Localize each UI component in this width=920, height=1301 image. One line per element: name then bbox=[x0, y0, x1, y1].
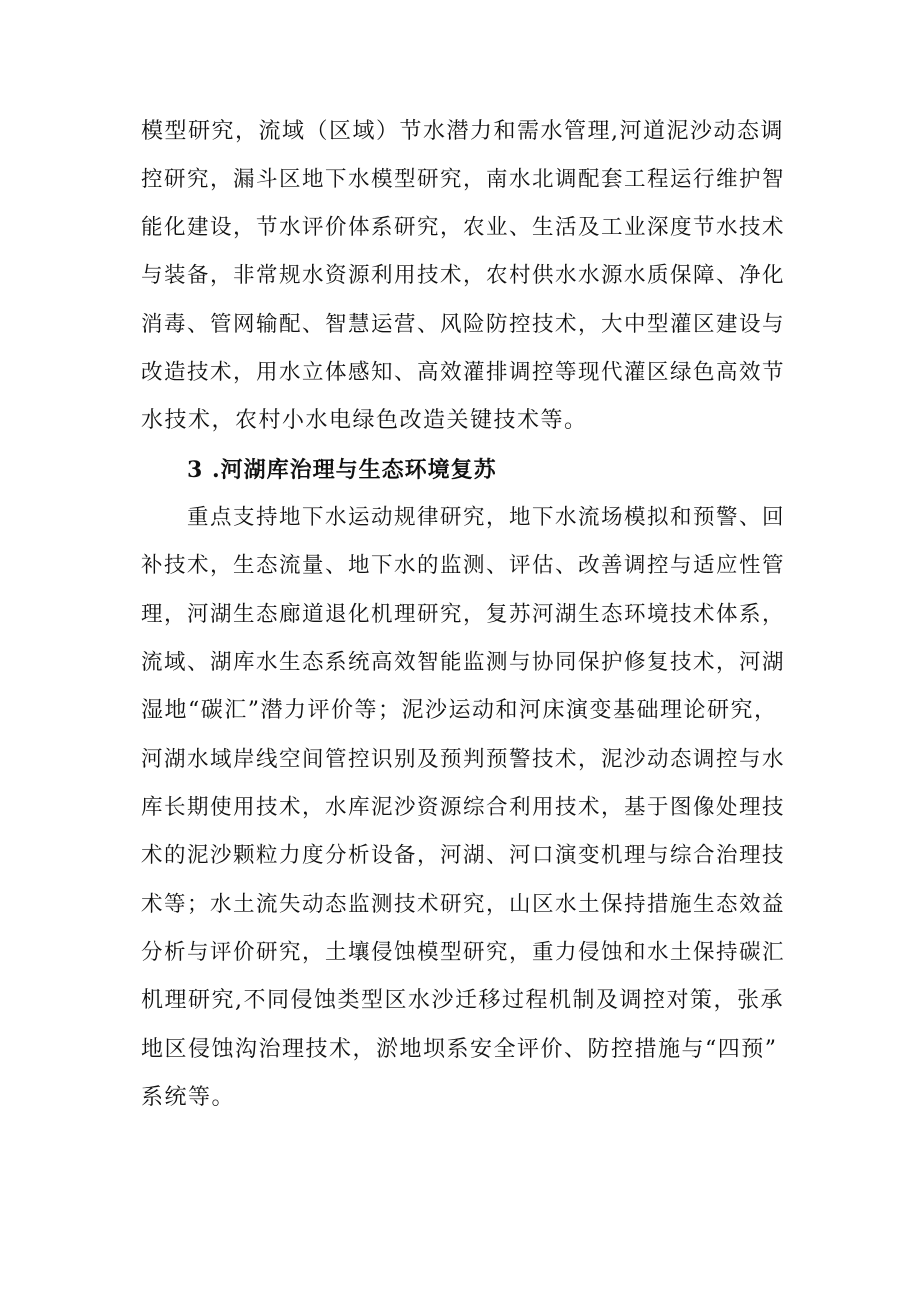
text-line: 流域、湖库水生态系统高效智能监测与协同保护修复技术，河湖 bbox=[141, 650, 786, 675]
text-line: 术等；水土流失动态监测技术研究，山区水土保持措施生态效益 bbox=[141, 892, 786, 917]
text-line: 与装备，非常规水资源利用技术，农村供水水源水质保障、净化 bbox=[141, 263, 786, 288]
text-line: 机理研究,不同侵蚀类型区水沙迁移过程机制及调控对策，张承 bbox=[141, 988, 784, 1013]
text-line: 系统等。 bbox=[141, 1085, 236, 1110]
text-line: 重点支持地下水运动规律研究，地下水流场模拟和预警、回 bbox=[187, 505, 786, 530]
text-line: 理，河湖生态廊道退化机理研究，复苏河湖生态环境技术体系， bbox=[141, 602, 786, 627]
text-line: 改造技术，用水立体感知、高效灌排调控等现代灌区绿色高效节 bbox=[141, 360, 786, 385]
text-line: 术的泥沙颗粒力度分析设备，河湖、河口演变机理与综合治理技 bbox=[141, 843, 786, 868]
text-line: 补技术，生态流量、地下水的监测、评估、改善调控与适应性管 bbox=[141, 553, 786, 578]
section-heading: 3 .河湖库治理与生态环境复苏 bbox=[187, 457, 497, 483]
text-line: 控研究，漏斗区地下水模型研究，南水北调配套工程运行维护智 bbox=[141, 167, 786, 192]
text-line: 河湖水域岸线空间管控识别及预判预警技术，泥沙动态调控与水 bbox=[141, 747, 786, 772]
text-line: 能化建设，节水评价体系研究，农业、生活及工业深度节水技术 bbox=[141, 215, 786, 240]
text-line: 模型研究，流域（区域）节水潜力和需水管理,河道泥沙动态调 bbox=[141, 119, 784, 144]
text-line: 库长期使用技术，水库泥沙资源综合利用技术，基于图像处理技 bbox=[141, 795, 786, 820]
text-line: 湿地“碳汇”潜力评价等；泥沙运动和河床演变基础理论研究， bbox=[141, 698, 778, 723]
text-line: 消毒、管网输配、智慧运营、风险防控技术，大中型灌区建设与 bbox=[141, 312, 786, 337]
text-line: 水技术，农村小水电绿色改造关键技术等。 bbox=[141, 408, 588, 433]
text-line: 地区侵蚀沟治理技术，淤地坝系安全评价、防控措施与“四预” bbox=[141, 1037, 778, 1062]
text-line: 分析与评价研究，土壤侵蚀模型研究，重力侵蚀和水土保持碳汇 bbox=[141, 940, 786, 965]
